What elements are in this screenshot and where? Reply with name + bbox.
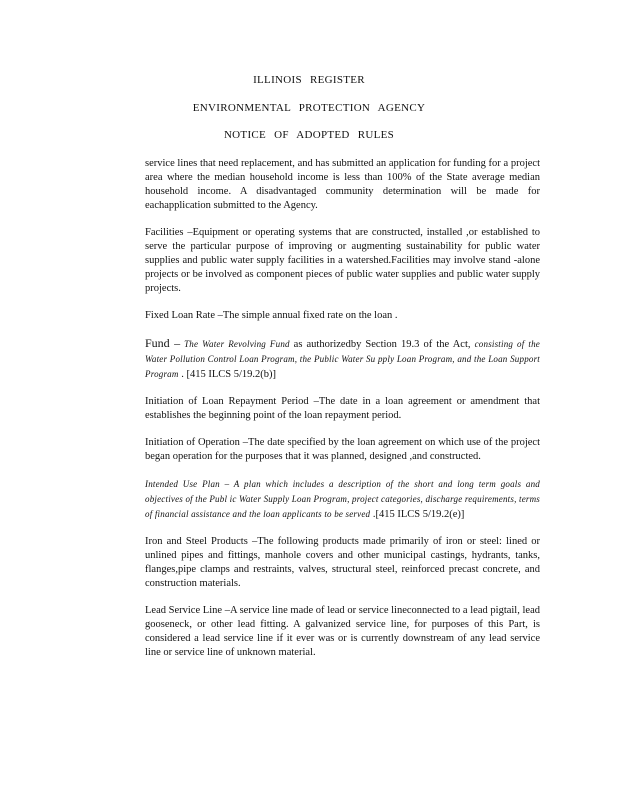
register-title: ILLINOIS REGISTER xyxy=(253,74,365,86)
intended-use-plan-text: Intended Use Plan – A plan which includes a description of the short and long term goals and objectives of the Publ ic Water Supply Loan Program, project categories, discharge requirements, terms of financial assistance and the loan applicants to be served xyxy=(145,479,540,519)
fund-term: Fund – xyxy=(145,336,181,350)
definition-fund xyxy=(145,336,540,382)
fund-programs: consisting of the Water Pollution Control Loan Program, the Public Water Su pply Loan Program, and the Loan Support Program xyxy=(145,339,540,379)
paragraph-service-lines: service lines that need replacement, and has submitted an application for funding for a project area where the median household income is less than 100% of the State average median household income. A disadvantaged community determination will be made for eachapplication submitted to the Agency. xyxy=(145,158,540,211)
fund-italic-name: The Water Revolving Fund xyxy=(180,339,294,349)
definition-intended-use-plan xyxy=(145,477,540,522)
definition-loan-repayment: Initiation of Loan Repayment Period –The date in a loan agreement or amendment that establishes the beginning point of the loan repayment period. xyxy=(145,396,540,421)
definition-facilities: Facilities –Equipment or operating systems that are constructed, installed ,or established to serve the particular purpose of improving or augmenting sustainability for public water supplies and public water supply facilities in a watershed.Facilities may involve stand -alone projects or be involved as component pieces of public water supplies and public water supply projects. xyxy=(145,227,540,294)
definition-lead-service-line: Lead Service Line –A service line made of lead or service lineconnected to a lead pigtail, lead gooseneck, or other lead fitting. A galvanized service line, for purposes of this Part, is considered a lead service line if it ever was or is currently downstream of any lead service line or service line of unknown material. xyxy=(145,605,540,658)
definition-fixed-loan-rate: Fixed Loan Rate –The simple annual fixed rate on the loan . xyxy=(145,310,398,321)
notice-title: NOTICE OF ADOPTED RULES xyxy=(223,129,395,141)
fund-citation: . [415 ILCS 5/19.2(b)] xyxy=(178,369,276,380)
document-body xyxy=(145,157,540,673)
agency-title: ENVIRONMENTAL PROTECTION AGENCY xyxy=(192,102,426,114)
definition-initiation-operation: Initiation of Operation –The date specified by the loan agreement on which use of the project began operation for the purposes that it was planned, designed ,and constructed. xyxy=(145,437,540,462)
intended-use-plan-citation: .[415 ILCS 5/19.2(e)] xyxy=(370,509,465,520)
fund-authorization: as authorizedby Section 19.3 of the Act, xyxy=(293,339,475,350)
definition-iron-steel: Iron and Steel Products –The following products made primarily of iron or steel: lined or unlined pipes and fittings, manhole covers and other municipal castings, hydrants, tanks, flanges,pipe clamps and restraints, valves, structural steel, reinforced precast concrete, and construction materials. xyxy=(145,536,540,589)
